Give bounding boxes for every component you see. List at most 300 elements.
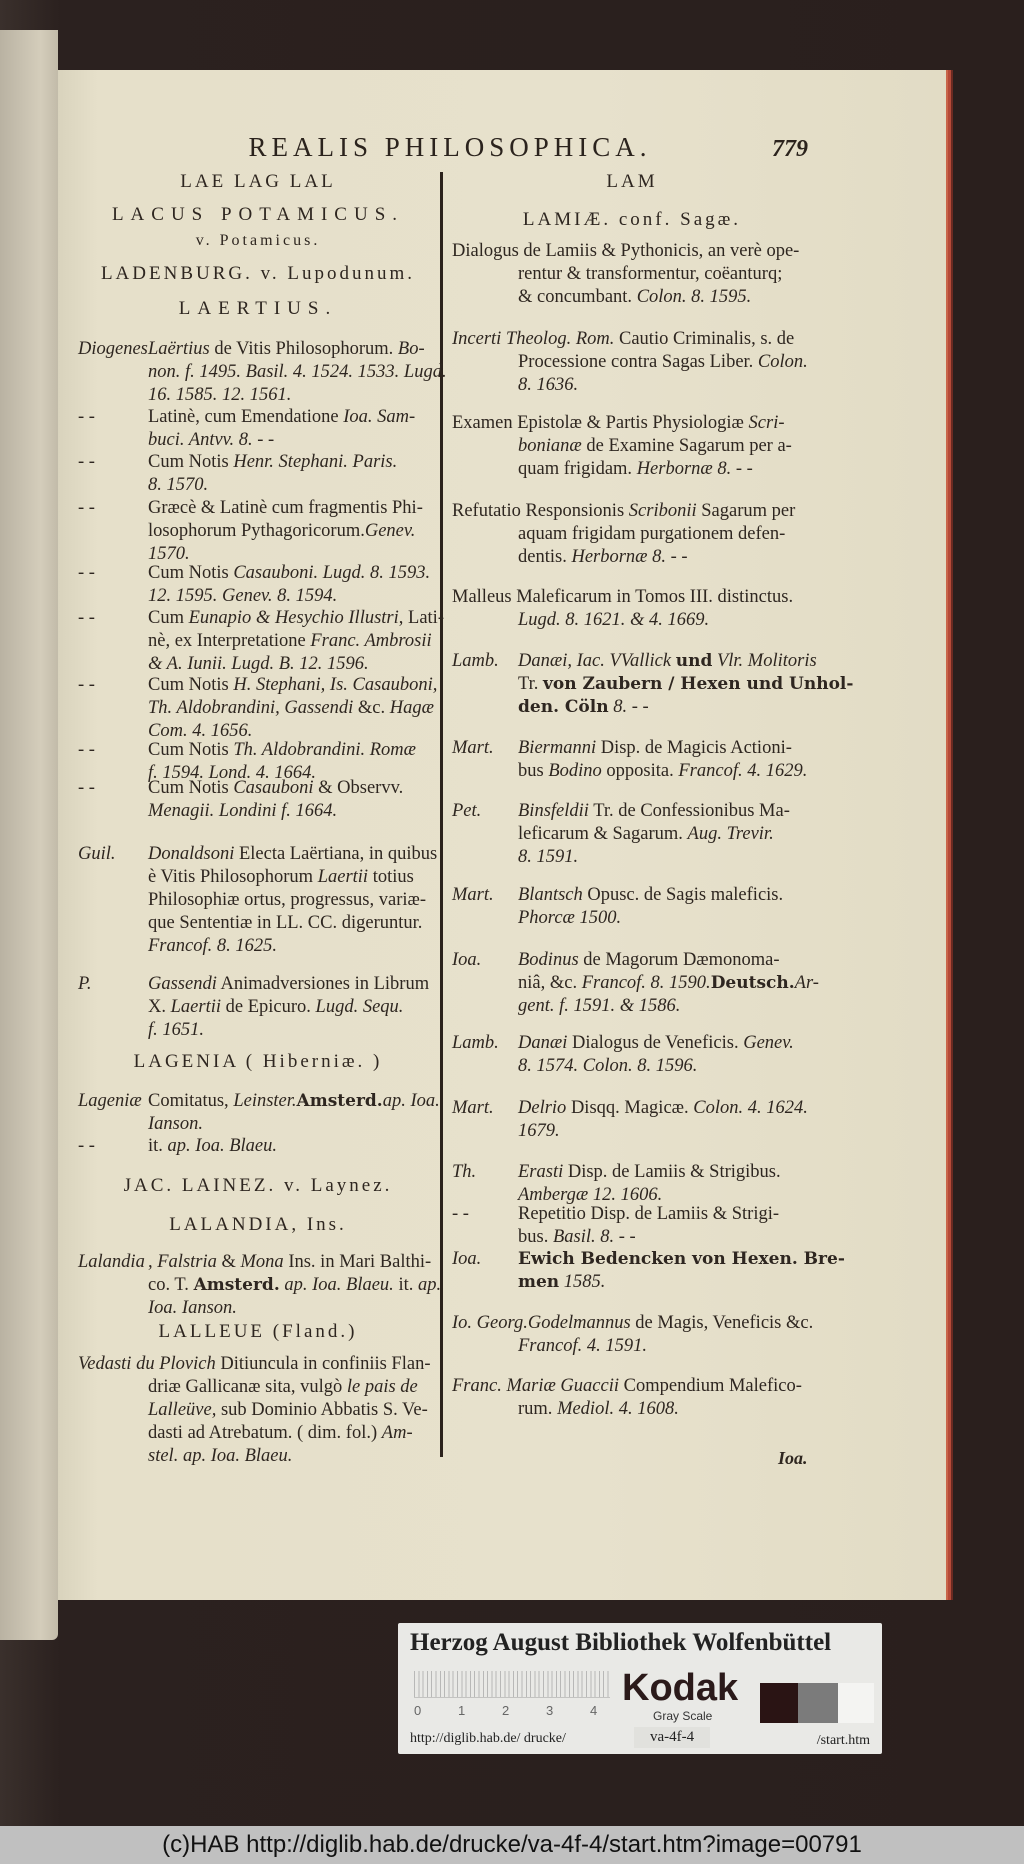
bibliography-entry — [452, 1248, 845, 1294]
italic-text: 12. 1595. Genev. 8. 1594. — [148, 586, 338, 606]
entry-line — [452, 1097, 812, 1120]
italic-text: Genev. — [743, 1033, 794, 1053]
italic-text: 8. 1591. — [518, 847, 579, 867]
blackletter-text: Amsterd. — [296, 1091, 383, 1111]
italic-text: Casauboni. Lugd. 8. 1593. — [233, 563, 431, 583]
entry-line — [452, 1203, 812, 1226]
entry-line — [452, 907, 812, 930]
italic-text: 16. 1585. 12. 1561. — [148, 385, 292, 405]
section-heading: LAGENIA ( Hiberniæ. ) — [133, 1051, 383, 1072]
bibliography-entry — [78, 1251, 442, 1320]
italic-text: Delrio — [518, 1098, 567, 1118]
entry-line — [452, 949, 812, 972]
entry-line — [78, 451, 438, 474]
roman-text: Repetitio Disp. de Lamiis & Strigi- — [518, 1204, 780, 1224]
italic-text: Vlr. Molitoris — [712, 651, 817, 671]
entry-line — [78, 1113, 438, 1136]
roman-text: de Examine Sagarum per a- — [581, 436, 792, 456]
roman-text: Electa Laërtiana, in quibus — [234, 844, 438, 864]
entry-line — [78, 585, 438, 608]
italic-text: ap. — [417, 1275, 442, 1295]
italic-text: Casauboni — [233, 778, 314, 798]
italic-text: ap. Ioa. Blaeu. — [279, 1275, 394, 1295]
roman-text: Dialogus de Lamiis & Pythonicis, an verè ope- — [452, 241, 800, 261]
roman-text: Disp. de Lamiis & Strigibus. — [563, 1162, 781, 1182]
ruler-number: 0 — [414, 1703, 422, 1718]
bibliography-entry — [452, 1203, 812, 1249]
roman-text: rum. — [518, 1399, 558, 1419]
italic-text: Aug. Trevir. — [687, 824, 774, 844]
entry-line — [452, 500, 812, 523]
entry-line — [452, 328, 812, 351]
entry-line — [78, 1422, 438, 1445]
italic-text: Ioa. Ianson. — [148, 1298, 237, 1318]
kodak-logo: Kodak — [622, 1667, 739, 1709]
entry-line — [78, 1135, 438, 1158]
italic-text: Herbornæ 8. - - — [636, 459, 753, 479]
author-forename: - - — [78, 1136, 95, 1156]
roman-text: & — [216, 1252, 241, 1272]
catchword: Ioa. — [778, 1448, 808, 1468]
roman-text: Comitatus, — [148, 1091, 234, 1111]
entry-line — [78, 384, 438, 407]
section-heading: LADENBURG. v. Lupodunum. — [100, 263, 416, 284]
italic-text: Godelmannus — [527, 1313, 631, 1333]
roman-text: è Vitis Philosophorum — [148, 867, 318, 887]
bibliography-entry — [452, 240, 812, 309]
roman-text: quam frigidam. — [518, 459, 637, 479]
facing-page-edge — [0, 30, 58, 1640]
section-heading: LAMIÆ. conf. Sagæ. — [522, 209, 742, 230]
roman-text: Cum Notis — [148, 675, 234, 695]
roman-text: dasti ad Atrebatum. ( dim. fol.) — [148, 1423, 382, 1443]
entry-line — [452, 546, 812, 569]
italic-text: ap. Ioa. — [382, 1091, 440, 1111]
entry-line — [78, 406, 438, 429]
blackletter-text: men — [518, 1272, 560, 1292]
bibliography-entry — [452, 1097, 812, 1143]
entry-line — [452, 846, 812, 869]
roman-text: Compendium Malefico- — [619, 1376, 802, 1396]
roman-text: it. — [393, 1275, 418, 1295]
italic-text: Basil. 8. - - — [552, 1227, 636, 1247]
entry-line — [78, 674, 438, 697]
entry-line — [452, 1271, 812, 1294]
bibliography-entry — [452, 650, 854, 719]
author-forename: Lamb. — [452, 1033, 499, 1053]
author-forename: Lamb. — [452, 651, 499, 671]
italic-text: ap. Ioa. Blaeu. — [167, 1136, 277, 1156]
entry-line — [452, 374, 812, 397]
italic-text: H. Stephani, Is. Casauboni, — [233, 675, 438, 695]
author-forename: Mart. — [452, 885, 494, 905]
entry-line — [452, 1398, 812, 1421]
roman-text: co. T. — [148, 1275, 194, 1295]
entry-line — [78, 1353, 438, 1376]
ruler-number: 2 — [502, 1703, 510, 1718]
entry-line — [78, 912, 438, 935]
author-forename: P. — [78, 974, 92, 994]
blackletter-text: und — [675, 651, 713, 671]
bibliography-entry — [452, 586, 812, 632]
italic-text: Scribonii — [628, 501, 697, 521]
roman-text: que Sententiæ in LL. CC. digeruntur. — [148, 913, 423, 933]
section-heading: LALANDIA, Ins. — [169, 1214, 347, 1235]
bibliography-entry — [452, 737, 812, 783]
page-number: 779 — [772, 136, 808, 162]
entry-line — [78, 1445, 438, 1468]
roman-text: rentur & transformentur, coëanturq; — [518, 264, 783, 284]
roman-text: Cum — [148, 608, 189, 628]
entry-line — [452, 737, 812, 760]
italic-text: Danæi, Iac. VVallick — [518, 651, 676, 671]
entry-line — [452, 650, 817, 673]
entry-line — [452, 351, 812, 374]
italic-text: Bo- — [397, 339, 425, 359]
author-forename: - - — [78, 778, 95, 798]
entry-line — [452, 823, 812, 846]
gray-patch-mid — [798, 1683, 838, 1723]
italic-text: & A. Iunii. Lugd. B. 12. 1596. — [148, 654, 369, 674]
author-forename: Mart. — [452, 738, 494, 758]
entry-line — [452, 760, 812, 783]
entry-line — [452, 1055, 812, 1078]
entry-line — [78, 1019, 438, 1042]
author-forename: Ioa. — [452, 950, 482, 970]
roman-text: driæ Gallicanæ sita, vulgò — [148, 1377, 347, 1397]
roman-text: Opusc. de Sagis maleficis. — [582, 885, 784, 905]
roman-text: de Magis, Veneficis &c. — [630, 1313, 814, 1333]
italic-text: Franc. Ambrosii — [310, 631, 432, 651]
entry-line — [452, 1312, 812, 1335]
italic-text: Lalleüve, — [148, 1400, 217, 1420]
blackletter-text: den. Cöln — [518, 697, 609, 717]
roman-text: Ins. in Mari Balthi- — [283, 1252, 432, 1272]
italic-text: , Falstria — [148, 1252, 217, 1272]
roman-text: it. — [148, 1136, 168, 1156]
blackletter-text: von Zaubern / Hexen und Unhol- — [543, 674, 854, 694]
entry-line — [78, 739, 438, 762]
author-forename: Ioa. — [452, 1249, 482, 1269]
entry-line — [78, 1297, 438, 1320]
section-heading: LACUS POTAMICUS. — [111, 204, 405, 225]
bibliography-entry — [78, 777, 438, 823]
bibliography-entry — [78, 338, 447, 407]
roman-text: Cum Notis — [148, 740, 234, 760]
roman-text: &c. — [353, 698, 390, 718]
italic-text: Mona — [240, 1252, 284, 1272]
bibliography-entry — [452, 1161, 812, 1207]
roman-text: X. — [148, 997, 171, 1017]
entry-line — [78, 562, 438, 585]
italic-text: Colon. 8. 1595. — [636, 287, 752, 307]
italic-text: Ambergæ 12. 1606. — [518, 1185, 663, 1205]
italic-text: Ar- — [794, 973, 819, 993]
author-forename: Vedasti du Plovich — [78, 1354, 216, 1374]
bibliography-entry — [78, 674, 438, 743]
italic-text: f. 1594. Lond. 4. 1664. — [148, 763, 317, 783]
section-heading: LALLEUE (Fland.) — [158, 1321, 358, 1342]
italic-text: Lugd. 8. 1621. & 4. 1669. — [518, 610, 710, 630]
bibliography-entry — [78, 497, 438, 566]
section-heading: LAERTIUS. — [178, 298, 338, 319]
author-forename: - - — [78, 608, 95, 628]
entry-line — [78, 474, 438, 497]
ruler-scale — [414, 1671, 610, 1698]
roman-text: Processione contra Sagas Liber. — [518, 352, 758, 372]
entry-line — [78, 429, 438, 452]
bibliography-entry — [78, 1135, 438, 1158]
entry-line — [452, 1226, 812, 1249]
author-forename: - - — [78, 407, 95, 427]
bibliography-entry — [452, 1032, 812, 1078]
italic-text: bonianæ — [518, 436, 582, 456]
entry-line — [78, 866, 438, 889]
roman-text: Sagarum per — [696, 501, 796, 521]
italic-text: Hagæ — [389, 698, 434, 718]
label-url-suffix: /start.htm — [816, 1733, 870, 1748]
roman-text: & concumbant. — [518, 287, 637, 307]
entry-line — [78, 973, 438, 996]
roman-text: losophorum Pythagoricorum. — [148, 521, 365, 541]
author-forename: - - — [452, 1204, 469, 1224]
entry-line — [452, 609, 812, 632]
roman-text: de Magorum Dæmonoma- — [578, 950, 780, 970]
author-forename: Incerti Theolog. Rom. — [452, 329, 615, 349]
author-forename: Lageniæ — [78, 1091, 142, 1111]
roman-text: Cum Notis — [148, 452, 234, 472]
entry-line — [452, 240, 812, 263]
italic-text: Bodinus — [518, 950, 579, 970]
entry-line — [78, 1399, 438, 1422]
italic-text: Genev. — [364, 521, 416, 541]
roman-text: opposita. — [601, 761, 679, 781]
bibliography-entry — [452, 1375, 812, 1421]
entry-line — [78, 338, 438, 361]
author-forename: - - — [78, 675, 95, 695]
entry-line — [452, 1032, 812, 1055]
italic-text: Bodino — [548, 761, 602, 781]
roman-text: Malleus Maleficarum in Tomos III. distinctus. — [452, 587, 794, 607]
italic-text: Binsfeldii — [518, 801, 589, 821]
entry-line — [78, 520, 438, 543]
library-label-card — [398, 1623, 882, 1754]
entry-line — [452, 435, 812, 458]
roman-text: dentis. — [518, 547, 572, 567]
italic-text: Donaldsoni — [148, 844, 235, 864]
entry-line — [78, 1090, 438, 1113]
italic-text: Francof. 8. 1625. — [148, 936, 277, 956]
italic-text: Phorcæ 1500. — [518, 908, 622, 928]
italic-text: Scri- — [748, 413, 785, 433]
roman-text: bus — [518, 761, 549, 781]
entry-line — [78, 497, 438, 520]
blackletter-text: Amsterd. — [193, 1275, 280, 1295]
entry-line — [78, 607, 444, 630]
italic-text: 8. 1636. — [518, 375, 579, 395]
italic-text: Laertii — [317, 867, 369, 887]
entry-line — [78, 1251, 438, 1274]
bibliography-entry — [78, 451, 438, 497]
roman-text: & Observv. — [313, 778, 404, 798]
bibliography-entry — [78, 1353, 438, 1468]
italic-text: Ianson. — [148, 1114, 203, 1134]
entry-line — [78, 800, 438, 823]
italic-text: 1585. — [559, 1272, 606, 1292]
roman-text: nè, ex Interpretatione — [148, 631, 311, 651]
roman-text: sub Dominio Abbatis S. Ve- — [216, 1400, 428, 1420]
entry-line — [452, 1161, 812, 1184]
italic-text: Francof. 4. 1591. — [518, 1336, 647, 1356]
roman-text: Cum Notis — [148, 778, 234, 798]
italic-text: gent. f. 1591. & 1586. — [518, 996, 681, 1016]
ruler-number: 3 — [546, 1703, 554, 1718]
entry-line — [452, 884, 812, 907]
roman-text: Animadversiones in Librum — [216, 974, 430, 994]
italic-text: Lugd. Sequ. — [315, 997, 404, 1017]
bibliography-entry — [78, 406, 438, 452]
italic-text: 1570. — [148, 544, 190, 564]
author-forename: Franc. Mariæ Guaccii — [452, 1376, 619, 1396]
italic-text: Henr. Stephani. Paris. — [233, 452, 398, 472]
author-forename: Mart. — [452, 1098, 494, 1118]
shelfmark: va-4f-4 — [634, 1727, 710, 1748]
italic-text: Colon. 4. 1624. — [693, 1098, 808, 1118]
entry-line — [78, 996, 438, 1019]
bibliography-entry — [452, 800, 812, 869]
roman-text: de Epicuro. — [221, 997, 316, 1017]
section-heading: JAC. LAINEZ. v. Laynez. — [123, 1175, 393, 1196]
author-forename: - - — [78, 452, 95, 472]
roman-text: , Lati- — [398, 608, 444, 628]
italic-text: Francof. 8. 1590. — [581, 973, 711, 993]
author-forename: - - — [78, 740, 95, 760]
label-url: http://diglib.hab.de/ drucke/ — [410, 1731, 566, 1746]
entry-line — [78, 777, 438, 800]
blackletter-text: Ewich Bedencken von Hexen. Bre- — [518, 1249, 845, 1269]
roman-text: Latinè, cum Emendatione — [148, 407, 344, 427]
author-forename: Pet. — [452, 801, 482, 821]
roman-text: Dialogus de Veneficis. — [567, 1033, 744, 1053]
roman-text: Examen Epistolæ & Partis Physiologiæ — [452, 413, 749, 433]
roman-text: Refutatio Responsionis — [452, 501, 629, 521]
italic-text: Laërtius — [148, 339, 210, 359]
entry-line — [452, 673, 854, 696]
entry-line — [452, 523, 812, 546]
italic-text: f. 1651. — [148, 1020, 205, 1040]
ruler-number: 1 — [458, 1703, 466, 1718]
italic-text: non. f. 1495. Basil. 4. 1524. 1533. Lugd. — [148, 362, 447, 382]
entry-line — [78, 1274, 442, 1297]
author-forename: - - — [78, 563, 95, 583]
author-forename: Io. Georg. — [452, 1313, 528, 1333]
author-forename: Lalandia — [78, 1252, 145, 1272]
roman-text: Ditiuncula in confiniis Flan- — [215, 1354, 431, 1374]
italic-text: Colon. — [757, 352, 808, 372]
entry-line — [452, 263, 812, 286]
italic-text: Am- — [381, 1423, 413, 1443]
italic-text: Com. 4. 1656. — [148, 721, 253, 741]
italic-text: Eunapio & Hesychio Illustri — [188, 608, 399, 628]
bibliography-entry — [78, 843, 438, 958]
bibliography-entry — [452, 949, 819, 1018]
entry-line — [78, 630, 438, 653]
section-heading: LAE LAG LAL — [180, 171, 336, 192]
roman-text: Cautio Criminalis, s. de — [614, 329, 795, 349]
roman-text: de Vitis Philosophorum. — [209, 339, 398, 359]
bibliography-entry — [78, 1090, 438, 1136]
italic-text: buci. Antvv. 8. - - — [148, 430, 275, 450]
bibliography-entry — [452, 412, 812, 481]
bibliography-entry — [78, 562, 438, 608]
entry-line — [452, 412, 812, 435]
italic-text: 8. 1570. — [148, 475, 209, 495]
cross-reference: v. Potamicus. — [195, 232, 321, 249]
italic-text: stel. ap. Ioa. Blaeu. — [148, 1446, 293, 1466]
bibliography-entry — [452, 884, 812, 930]
author-forename: Guil. — [78, 844, 116, 864]
entry-line — [452, 1120, 812, 1143]
roman-text: Philosophiæ ortus, progressus, variæ- — [148, 890, 427, 910]
bibliography-entry — [452, 500, 812, 569]
roman-text: bus. — [518, 1227, 553, 1247]
entry-line — [452, 972, 819, 995]
italic-text: Erasti — [518, 1162, 564, 1182]
italic-text: Danæi — [518, 1033, 568, 1053]
italic-text: Th. Aldobrandini, Gassendi — [148, 698, 354, 718]
section-heading: LAM — [606, 171, 658, 192]
entry-line — [452, 586, 812, 609]
roman-text: Cum Notis — [148, 563, 234, 583]
entry-line — [452, 696, 812, 719]
entry-line — [452, 995, 812, 1018]
italic-text: Ioa. Sam- — [343, 407, 416, 427]
gray-patch-black — [760, 1683, 798, 1723]
italic-text: Menagii. Londini f. 1664. — [148, 801, 338, 821]
italic-text: Francof. 4. 1629. — [678, 761, 808, 781]
bibliography-entry — [452, 328, 812, 397]
bibliography-entry — [78, 973, 438, 1042]
italic-text: 8. 1574. Colon. 8. 1596. — [518, 1056, 698, 1076]
italic-text: 1679. — [518, 1121, 560, 1141]
ruler-number: 4 — [590, 1703, 598, 1718]
entry-line — [78, 889, 438, 912]
italic-text: 8. - - — [608, 697, 649, 717]
entry-line — [78, 361, 447, 384]
author-forename: - - — [78, 498, 95, 518]
author-forename: Diogenes — [78, 339, 148, 359]
roman-text: Disqq. Magicæ. — [566, 1098, 694, 1118]
italic-text: Mediol. 4. 1608. — [557, 1399, 679, 1419]
entry-line — [78, 843, 438, 866]
roman-text: niâ, &c. — [518, 973, 582, 993]
italic-text: Gassendi — [148, 974, 217, 994]
entry-line — [452, 1335, 812, 1358]
author-forename: Th. — [452, 1162, 477, 1182]
roman-text: Tr. de Confessionibus Ma- — [588, 801, 790, 821]
roman-text: Disp. de Magicis Actioni- — [596, 738, 792, 758]
entry-line — [78, 697, 438, 720]
roman-text: Tr. — [518, 674, 544, 694]
italic-text: Laertii — [170, 997, 221, 1017]
library-name: Herzog August Bibliothek Wolfenbüttel — [410, 1629, 832, 1656]
italic-text: Herbornæ 8. - - — [571, 547, 688, 567]
entry-line — [452, 1248, 845, 1271]
gray-patch-white — [838, 1683, 874, 1723]
italic-text: le pais de — [346, 1377, 418, 1397]
roman-text: aquam frigidam purgationem defen- — [518, 524, 786, 544]
entry-line — [78, 935, 438, 958]
